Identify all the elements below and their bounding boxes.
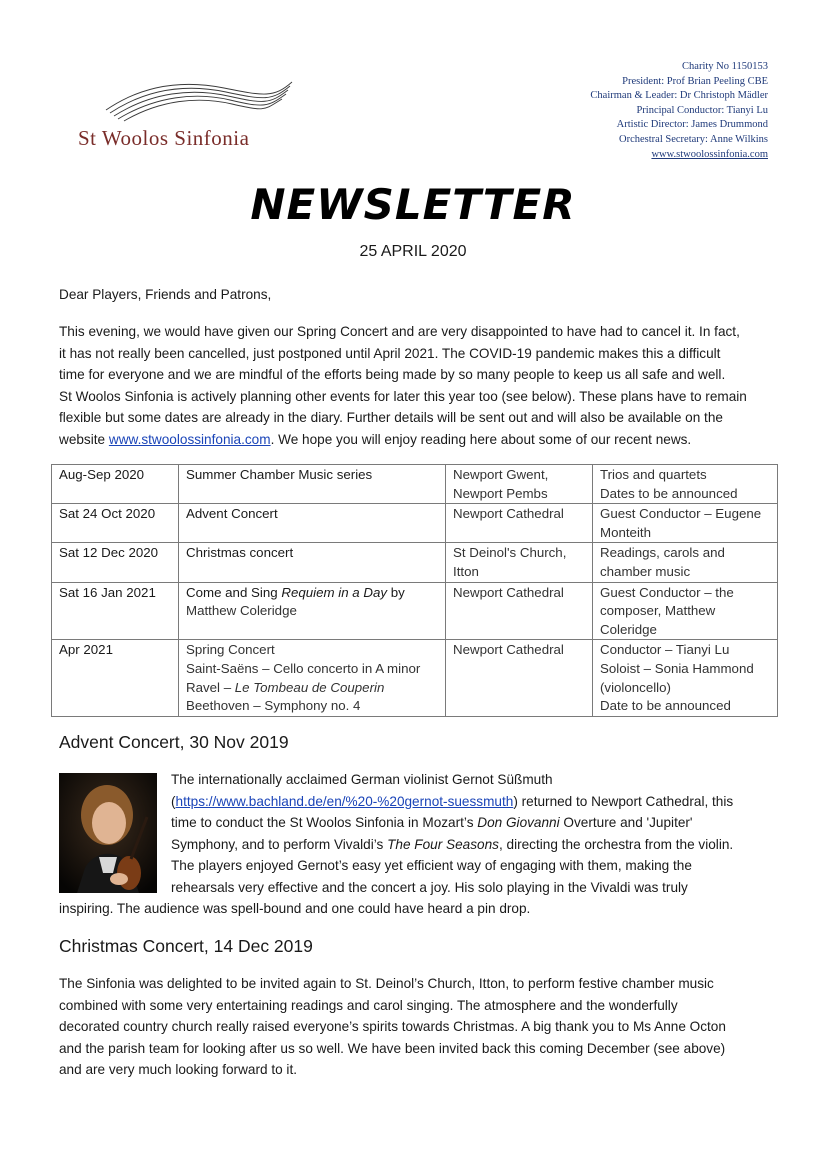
advent-heading: Advent Concert, 30 Nov 2019 <box>59 732 289 752</box>
president: President: Prof Brian Peeling CBE <box>622 75 768 87</box>
event-title: Advent Concert <box>179 504 446 543</box>
advent-last-line: inspiring. The audience was spell-bound and one could have heard a pin drop. <box>59 901 531 916</box>
event-date: Aug-Sep 2020 <box>52 465 179 504</box>
christmas-paragraph: The Sinfonia was delighted to be invited again to St. Deinol’s Church, Itton, to perform festive chamber music combined with some very entertaining readings and carol singing. The atmosphere and the wonderfully decorated country church really raised everyone’s spirits towards Christmas. A big thank you to Ms Anne Octon and the parish team for looking after us so well. We have been invited back this coming December (see above) and are very much looking forward to it. <box>59 976 726 1078</box>
table-row <box>52 640 778 716</box>
intro-line: St Woolos Sinfonia is actively planning other events for later this year too (see below). These plans have to remain <box>59 388 747 404</box>
event-venue: St Deinol's Church, Itton <box>446 543 593 582</box>
event-notes: Guest Conductor – Eugene Monteith <box>593 504 778 543</box>
event-date: Sat 16 Jan 2021 <box>52 582 179 640</box>
table-row <box>52 582 778 640</box>
event-venue: Newport Cathedral <box>446 582 593 640</box>
event-notes: Trios and quartets Dates to be announced <box>593 465 778 504</box>
chairman: Chairman & Leader: Dr Christoph Mädler <box>590 90 768 102</box>
events-table <box>51 464 778 717</box>
event-notes: Readings, carols and chamber music <box>593 543 778 582</box>
event-date: Sat 24 Oct 2020 <box>52 504 179 543</box>
intro-paragraph <box>59 321 771 451</box>
newsletter-date: 25 APRIL 2020 <box>359 243 467 260</box>
event-title: Christmas concert <box>179 543 446 582</box>
christmas-heading: Christmas Concert, 14 Dec 2019 <box>59 936 313 956</box>
bachland-link[interactable]: https://www.bachland.de/en/%20-%20gernot-suessmuth <box>175 793 514 809</box>
intro-line: This evening, we would have given our Spring Concert and are very disappointed to have had to cancel it. In fact, <box>59 324 740 339</box>
artistic-director: Artistic Director: James Drummond <box>616 119 768 131</box>
principal-conductor: Principal Conductor: Tianyi Lu <box>636 104 768 116</box>
event-notes: Guest Conductor – the composer, Matthew Coleridge <box>593 582 778 640</box>
intro-line: it has not really been cancelled, just postponed until April 2021. The COVID-19 pandemic makes this a difficult <box>59 345 721 361</box>
event-date: Sat 12 Dec 2020 <box>52 543 179 582</box>
intro-line: flexible but some dates are already in the diary. Further details will be sent out and will also be available on the <box>59 410 723 426</box>
intro-website-link[interactable]: www.stwoolossinfonia.com <box>108 431 271 447</box>
table-row <box>52 465 778 504</box>
event-title: Summer Chamber Music series <box>179 465 446 504</box>
charity-info <box>590 60 768 162</box>
salutation: Dear Players, Friends and Patrons, <box>59 287 272 302</box>
page-title: NEWSLETTER <box>250 180 576 229</box>
logo-text: St Woolos Sinfonia <box>78 126 250 150</box>
advent-paragraph: The internationally acclaimed German violinist Gernot Süßmuth (https://www.bachland.de/en/%20-%20gernot-suessmuth) returned to Newport Cathedral, this time to conduct the St Woolos Sinfonia in Mozart’s Don Giovanni Overture and 'Jupiter' Symphony, and to perform Vivaldi’s The Four Seasons, directing the orchestra from the violin. The players enjoyed Gernot’s easy yet efficient way of engaging with them, making the rehearsals very effective and the concert a joy. His solo playing in the Vivaldi was truly <box>171 772 734 895</box>
table-row <box>52 504 778 543</box>
event-venue: Newport Gwent, Newport Pembs <box>446 465 593 504</box>
event-title: Spring Concert Saint-Saëns – Cello concerto in A minor Ravel – Le Tombeau de Couperin Beethoven – Symphony no. 4 <box>179 640 446 716</box>
intro-line-last: website www.stwoolossinfonia.com. We hope you will enjoy reading here about some of our recent news. <box>59 431 692 447</box>
event-venue: Newport Cathedral <box>446 640 593 716</box>
sinfonia-logo <box>76 74 326 154</box>
table-row <box>52 543 778 582</box>
intro-line: time for everyone and we are mindful of the efforts being made by so many people to keep us all safe and well. <box>59 367 726 383</box>
event-notes: Conductor – Tianyi Lu Soloist – Sonia Hammond (violoncello) Date to be announced <box>593 640 778 716</box>
event-title: Come and Sing Requiem in a Day by Matthew Coleridge <box>179 582 446 640</box>
charity-number: Charity No 1150153 <box>682 61 768 72</box>
website-link[interactable]: www.stwoolossinfonia.com <box>651 148 768 160</box>
orchestral-secretary: Orchestral Secretary: Anne Wilkins <box>619 133 768 145</box>
music-waves-icon <box>104 74 294 122</box>
violinist-photo <box>59 773 157 893</box>
event-date: Apr 2021 <box>52 640 179 716</box>
event-venue: Newport Cathedral <box>446 504 593 543</box>
